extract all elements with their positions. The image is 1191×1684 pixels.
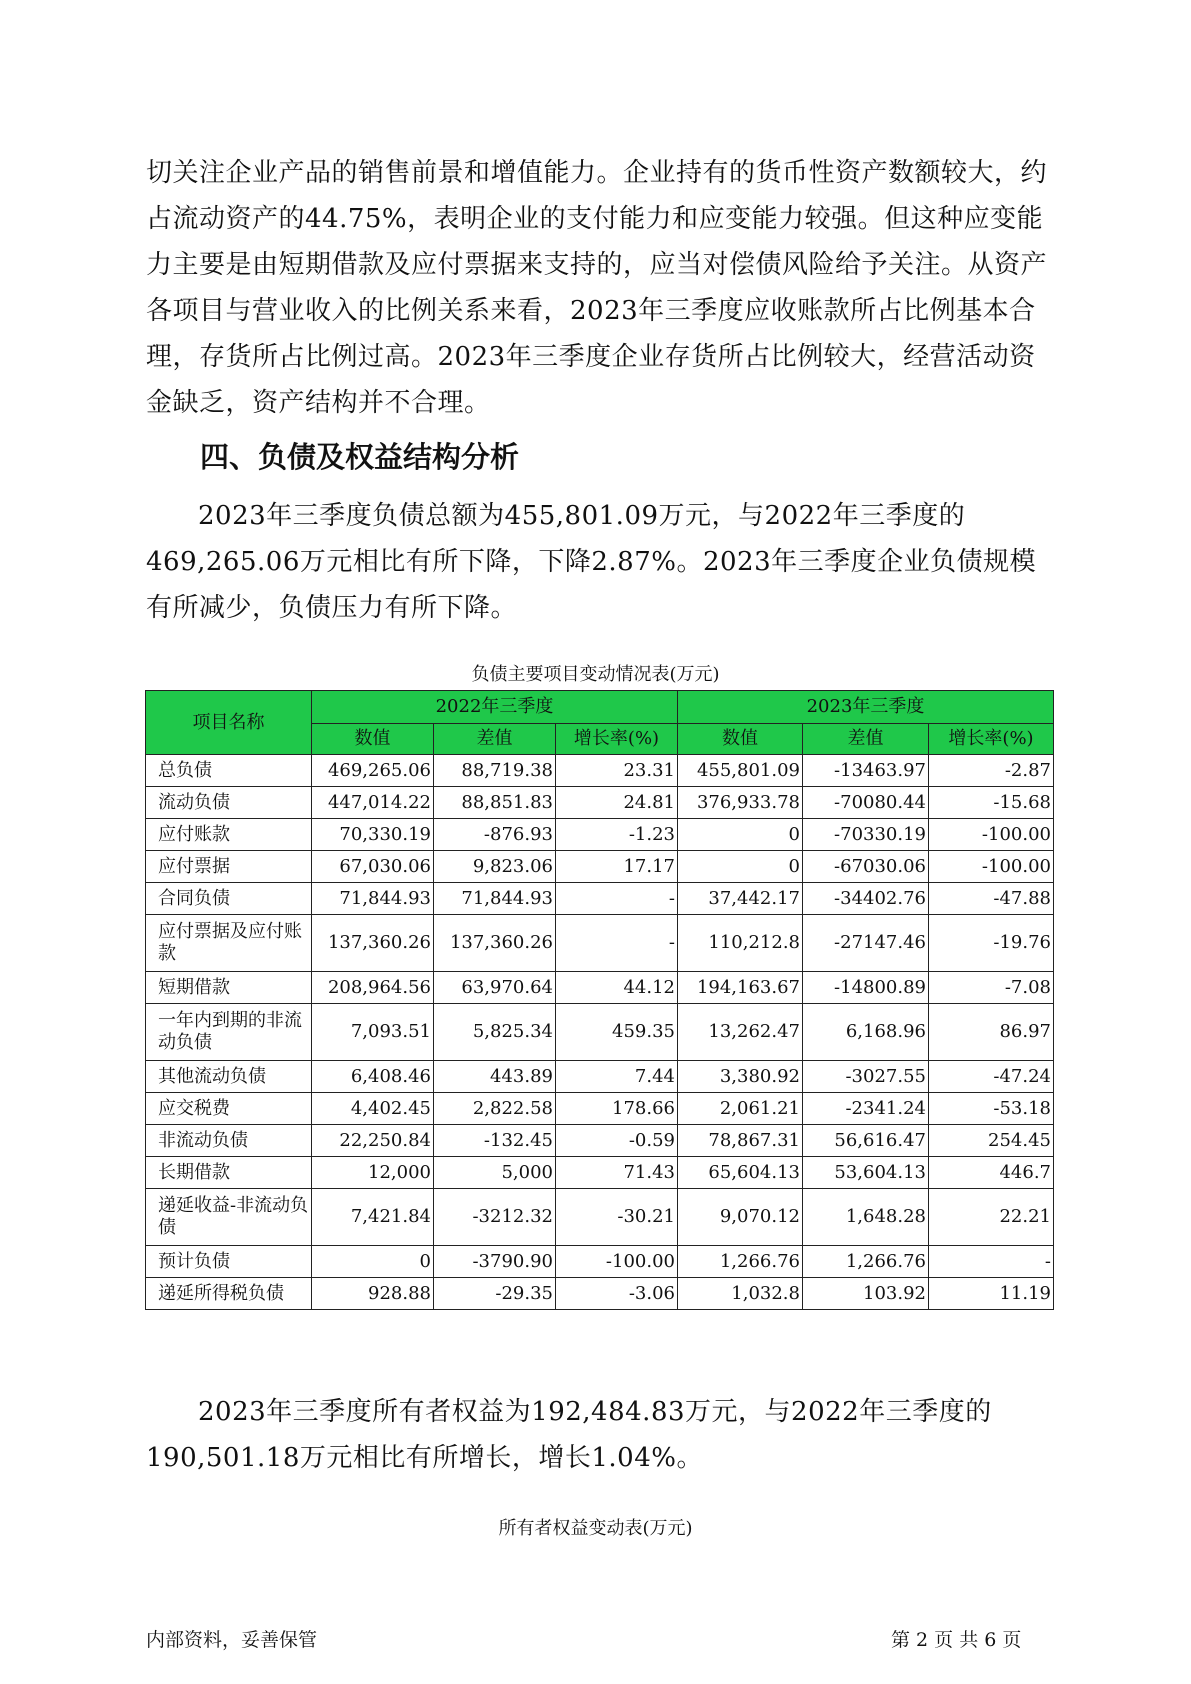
- row-item-name: 递延所得税负债: [146, 1278, 312, 1310]
- row-value-cell: -13463.97: [803, 755, 929, 787]
- row-value-cell: 13,262.47: [678, 1004, 803, 1061]
- row-value-cell: -70080.44: [803, 787, 929, 819]
- row-value-cell: 178.66: [556, 1093, 678, 1125]
- row-value-cell: 9,070.12: [678, 1189, 803, 1246]
- table-row: [146, 1246, 1054, 1278]
- row-value-cell: 24.81: [556, 787, 678, 819]
- row-item-name: 其他流动负债: [146, 1061, 312, 1093]
- row-value-cell: -0.59: [556, 1125, 678, 1157]
- table-row: [146, 819, 1054, 851]
- row-value-cell: -7.08: [929, 972, 1054, 1004]
- row-value-cell: 208,964.56: [312, 972, 434, 1004]
- row-value-cell: -: [556, 915, 678, 972]
- header-col: 数值: [312, 724, 434, 755]
- row-value-cell: -14800.89: [803, 972, 929, 1004]
- row-value-cell: 0: [678, 819, 803, 851]
- row-value-cell: 9,823.06: [434, 851, 556, 883]
- row-item-name: 一年内到期的非流动负债: [146, 1004, 312, 1061]
- row-value-cell: 12,000: [312, 1157, 434, 1189]
- row-value-cell: -876.93: [434, 819, 556, 851]
- row-value-cell: 17.17: [556, 851, 678, 883]
- row-value-cell: 928.88: [312, 1278, 434, 1310]
- row-value-cell: 1,032.8: [678, 1278, 803, 1310]
- row-value-cell: -100.00: [556, 1246, 678, 1278]
- header-item-name: 项目名称: [146, 691, 312, 755]
- row-value-cell: 110,212.8: [678, 915, 803, 972]
- row-value-cell: 63,970.64: [434, 972, 556, 1004]
- row-value-cell: 455,801.09: [678, 755, 803, 787]
- row-value-cell: 137,360.26: [312, 915, 434, 972]
- footer-page-number: 第 2 页 共 6 页: [891, 1629, 1022, 1651]
- row-value-cell: -47.24: [929, 1061, 1054, 1093]
- row-value-cell: -: [929, 1246, 1054, 1278]
- row-item-name: 合同负债: [146, 883, 312, 915]
- row-item-name: 长期借款: [146, 1157, 312, 1189]
- row-value-cell: 1,266.76: [803, 1246, 929, 1278]
- header-period-2023: 2023年三季度: [678, 691, 1054, 724]
- table-row: [146, 972, 1054, 1004]
- row-value-cell: 469,265.06: [312, 755, 434, 787]
- row-value-cell: 67,030.06: [312, 851, 434, 883]
- row-value-cell: 71,844.93: [434, 883, 556, 915]
- row-item-name: 预计负债: [146, 1246, 312, 1278]
- paragraph-equity-summary: 2023年三季度所有者权益为192,484.83万元，与2022年三季度的190,501.18万元相比有所增长，增长1.04%。: [146, 1397, 992, 1473]
- header-col: 差值: [803, 724, 929, 755]
- table-row: [146, 1189, 1054, 1246]
- row-value-cell: -100.00: [929, 819, 1054, 851]
- row-value-cell: -: [556, 883, 678, 915]
- footer-confidential-note: 内部资料，妥善保管: [146, 1629, 318, 1651]
- row-value-cell: -70330.19: [803, 819, 929, 851]
- header-period-2022: 2022年三季度: [312, 691, 678, 724]
- table-row: [146, 1004, 1054, 1061]
- table-row: [146, 1093, 1054, 1125]
- row-value-cell: -19.76: [929, 915, 1054, 972]
- row-value-cell: 5,000: [434, 1157, 556, 1189]
- row-value-cell: -47.88: [929, 883, 1054, 915]
- row-value-cell: -132.45: [434, 1125, 556, 1157]
- row-value-cell: 70,330.19: [312, 819, 434, 851]
- header-col: 增长率(%): [556, 724, 678, 755]
- row-value-cell: 22.21: [929, 1189, 1054, 1246]
- header-col: 增长率(%): [929, 724, 1054, 755]
- table-row: [146, 1061, 1054, 1093]
- row-value-cell: 44.12: [556, 972, 678, 1004]
- row-value-cell: 2,822.58: [434, 1093, 556, 1125]
- row-value-cell: 254.45: [929, 1125, 1054, 1157]
- row-value-cell: -3212.32: [434, 1189, 556, 1246]
- row-value-cell: 37,442.17: [678, 883, 803, 915]
- row-item-name: 应付票据: [146, 851, 312, 883]
- row-value-cell: 2,061.21: [678, 1093, 803, 1125]
- row-value-cell: -34402.76: [803, 883, 929, 915]
- row-value-cell: 78,867.31: [678, 1125, 803, 1157]
- header-col: 数值: [678, 724, 803, 755]
- row-value-cell: 6,408.46: [312, 1061, 434, 1093]
- row-value-cell: 137,360.26: [434, 915, 556, 972]
- row-value-cell: 56,616.47: [803, 1125, 929, 1157]
- row-value-cell: 0: [312, 1246, 434, 1278]
- row-item-name: 应付账款: [146, 819, 312, 851]
- row-value-cell: 0: [678, 851, 803, 883]
- equity-table-caption: 所有者权益变动表(万元): [498, 1518, 693, 1539]
- row-item-name: 总负债: [146, 755, 312, 787]
- table-row: [146, 883, 1054, 915]
- row-value-cell: 1,266.76: [678, 1246, 803, 1278]
- row-value-cell: 443.89: [434, 1061, 556, 1093]
- row-value-cell: -29.35: [434, 1278, 556, 1310]
- row-value-cell: 11.19: [929, 1278, 1054, 1310]
- row-item-name: 应交税费: [146, 1093, 312, 1125]
- row-value-cell: 103.92: [803, 1278, 929, 1310]
- row-value-cell: 7,093.51: [312, 1004, 434, 1061]
- row-value-cell: 7.44: [556, 1061, 678, 1093]
- header-col: 差值: [434, 724, 556, 755]
- liability-table-caption: 负债主要项目变动情况表(万元): [471, 664, 720, 685]
- row-value-cell: 65,604.13: [678, 1157, 803, 1189]
- row-value-cell: -53.18: [929, 1093, 1054, 1125]
- row-value-cell: 194,163.67: [678, 972, 803, 1004]
- row-value-cell: 376,933.78: [678, 787, 803, 819]
- table-row: [146, 1278, 1054, 1310]
- row-value-cell: 459.35: [556, 1004, 678, 1061]
- row-value-cell: -100.00: [929, 851, 1054, 883]
- section-heading: 四、负债及权益结构分析: [200, 440, 520, 474]
- row-value-cell: 71,844.93: [312, 883, 434, 915]
- row-value-cell: -27147.46: [803, 915, 929, 972]
- row-value-cell: 23.31: [556, 755, 678, 787]
- row-item-name: 应付票据及应付账款: [146, 915, 312, 972]
- table-row: [146, 1157, 1054, 1189]
- row-value-cell: -15.68: [929, 787, 1054, 819]
- row-value-cell: 5,825.34: [434, 1004, 556, 1061]
- row-value-cell: -2.87: [929, 755, 1054, 787]
- row-value-cell: 71.43: [556, 1157, 678, 1189]
- table-row: [146, 851, 1054, 883]
- row-value-cell: 446.7: [929, 1157, 1054, 1189]
- row-value-cell: 22,250.84: [312, 1125, 434, 1157]
- row-item-name: 非流动负债: [146, 1125, 312, 1157]
- row-item-name: 短期借款: [146, 972, 312, 1004]
- table-row: [146, 787, 1054, 819]
- row-value-cell: -1.23: [556, 819, 678, 851]
- row-value-cell: -3027.55: [803, 1061, 929, 1093]
- paragraph-liability-summary: 2023年三季度负债总额为455,801.09万元，与2022年三季度的469,265.06万元相比有所下降，下降2.87%。2023年三季度企业负债规模有所减少，负债压力有所下降。: [146, 501, 1037, 623]
- row-value-cell: 6,168.96: [803, 1004, 929, 1061]
- row-value-cell: 4,402.45: [312, 1093, 434, 1125]
- liability-table: [145, 690, 1054, 1310]
- table-row: [146, 1125, 1054, 1157]
- row-item-name: 流动负债: [146, 787, 312, 819]
- table-row: [146, 915, 1054, 972]
- table-row: [146, 755, 1054, 787]
- row-value-cell: 447,014.22: [312, 787, 434, 819]
- row-value-cell: 1,648.28: [803, 1189, 929, 1246]
- row-value-cell: 86.97: [929, 1004, 1054, 1061]
- row-value-cell: -2341.24: [803, 1093, 929, 1125]
- row-value-cell: -30.21: [556, 1189, 678, 1246]
- row-item-name: 递延收益-非流动负债: [146, 1189, 312, 1246]
- row-value-cell: 53,604.13: [803, 1157, 929, 1189]
- row-value-cell: -67030.06: [803, 851, 929, 883]
- paragraph-asset-analysis: 切关注企业产品的销售前景和增值能力。企业持有的货币性资产数额较大，约占流动资产的44.75%，表明企业的支付能力和应变能力较强。但这种应变能力主要是由短期借款及应付票据来支持的，应当对偿债风险给予关注。从资产各项目与营业收入的比例关系来看，2023年三季度应收账款所占比例基本合理，存货所占比例过高。2023年三季度企业存货所占比例较大，经营活动资金缺乏，资产结构并不合理。: [146, 158, 1048, 418]
- row-value-cell: 88,851.83: [434, 787, 556, 819]
- row-value-cell: -3790.90: [434, 1246, 556, 1278]
- row-value-cell: -3.06: [556, 1278, 678, 1310]
- row-value-cell: 3,380.92: [678, 1061, 803, 1093]
- row-value-cell: 7,421.84: [312, 1189, 434, 1246]
- row-value-cell: 88,719.38: [434, 755, 556, 787]
